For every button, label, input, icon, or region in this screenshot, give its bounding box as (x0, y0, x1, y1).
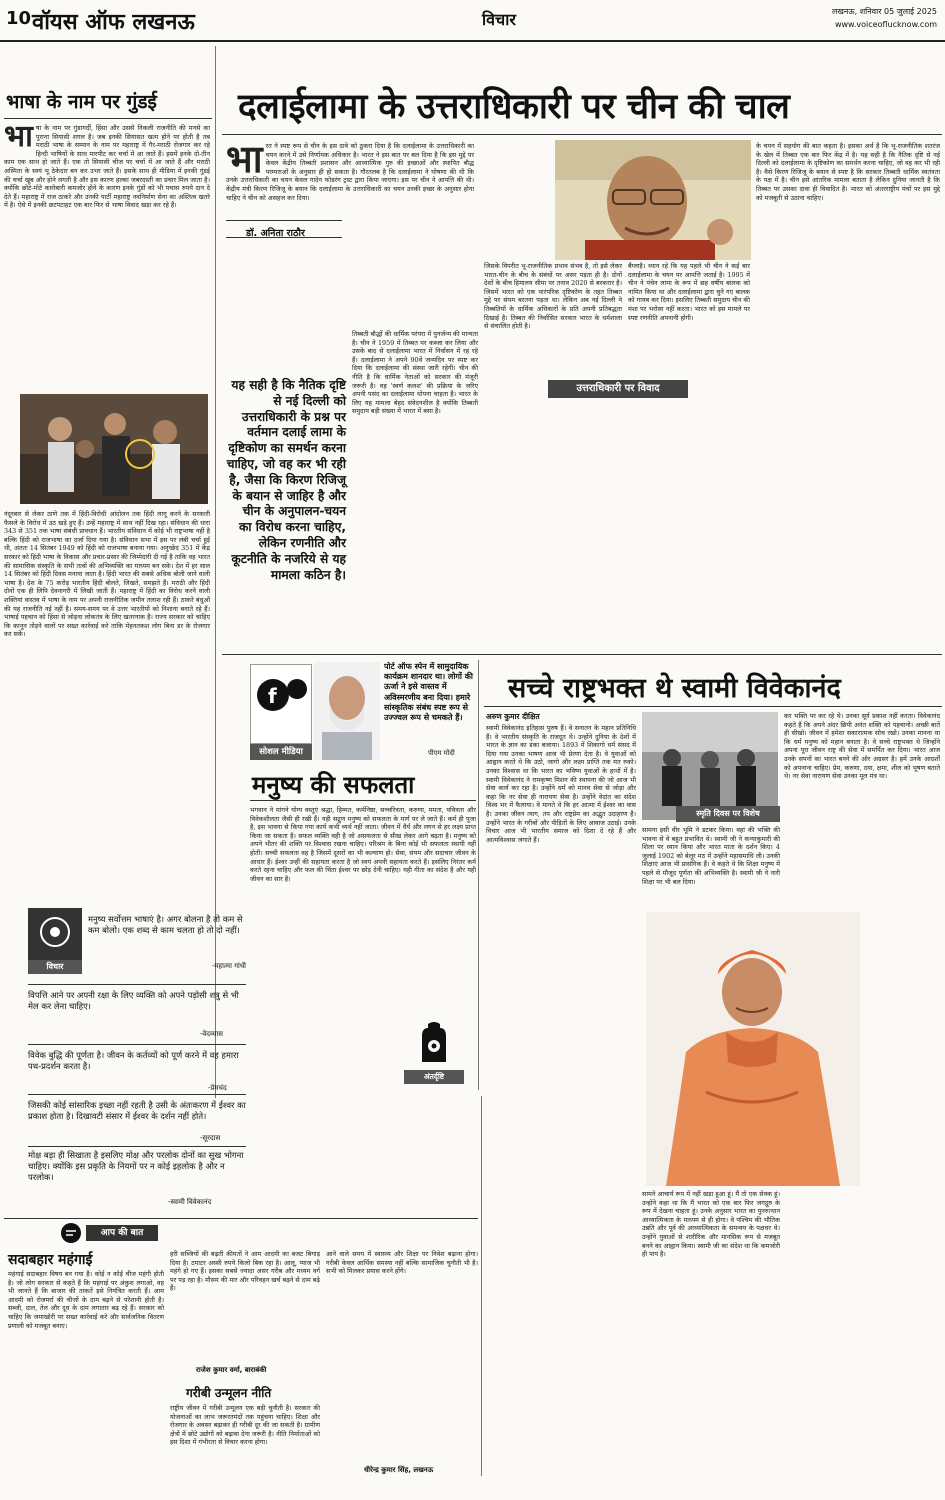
aap-signature-1: राजेश कुमार वर्मा, बाराबंकी (196, 1366, 267, 1374)
speech-bubble-icon (60, 1222, 82, 1244)
portrait-icon (314, 662, 380, 760)
crowd-scene-icon (20, 394, 208, 504)
aap-heading-1: सदाबहार महंगाई (8, 1252, 93, 1268)
hamsa-icon (404, 1018, 464, 1066)
aap-ki-baat-label: आप की बात (86, 1225, 158, 1241)
left-headline-rule (4, 118, 212, 119)
portrait-icon (555, 140, 751, 260)
editorial-subhead: उत्तराधिकारी पर विवाद (548, 380, 688, 398)
editorial-bottom-rule (222, 654, 942, 655)
social-attribution: पीएम मोदी (428, 749, 455, 757)
manushya-body: भगवान ने मांगने योग्य वस्तुएं श्रद्धा, हिम्मत, कर्मनिष्ठा, सच्चरित्रता, करुणा, ममता, पवित्रता और विवेकशीलता जैसी ही रखी हैं। यही सद्गुण मनुष्य को सफलता के मार्ग पर ले जाते हैं। कर्म ही पूजा है, इस भावना से किया गया कार्य कभी व्यर्थ नहीं जाता। जीवन में धैर्य और लगन से हर लक्ष्य प्राप्त किया जा सकता है। सफल व्यक्ति वही है जो असफलता से सीख लेकर आगे बढ़ता है। मनुष्य को अपने भीतर की शक्ति पर विश्वास रखना चाहिए। परिश्रम के बिना कोई भी सफलता स्थायी नहीं होती। सच्ची सफलता वह है जिसमें दूसरों का भी कल्याण हो। सेवा, संयम और सदाचार जीवन के आधार हैं। ईश्वर उन्हीं की सहायता करता है जो स्वयं अपनी सहायता करते हैं। इसलिए निरंतर कर्म करते रहना चाहिए और फल की चिंता ईश्वर पर छोड़ देनी चाहिए। यही गीता का संदेश है और यही जीवन का सार है। (250, 806, 476, 883)
head-profile-icon (28, 908, 82, 956)
main-body-b: तिब्बती बौद्धों की धार्मिक परंपरा में पुनर्जन्म की मान्यता है। चीन ने 1959 में तिब्बत पर कब्जा कर लिया और उसके बाद से दलाईलामा भारत में निर्वासन में रह रहे हैं। दलाईलामा ने अपने 90वें जन्मदिन पर स्पष्ट कर दिया कि दलाईलामा की संस्था जारी रहेगी। चीन की नीति है कि धार्मिक नेताओं को सरकार की मंजूरी जरूरी है। वह 'स्वर्ण कलश' की प्रक्रिया के जरिए अपनी पसंद का दलाईलामा थोपना चाहता है। भारत के लिए यह मामला बेहद संवेदनशील है क्योंकि तिब्बती समुदाय बड़ी संख्या में भारत में बसा है। (352, 330, 478, 416)
vivekananda-headline: सच्चे राष्ट्रभक्त थे स्वामी विवेकानंद (508, 673, 841, 704)
vichar-rule-2 (28, 1044, 246, 1045)
left-body-1-text: षा के नाम पर गुंडागर्दी, हिंसा और उससे निकली राजनीति की मनसे का पुराना सियासी शगल है। जब इनकी सियासत खत्म होने पर होती है तब मराठी भाषा के सम्मान के नाम पर महाराष्ट्र में गैर-मराठी रोजगार कर रहे हिन्दी भाषियों के साथ मारपीट कर चर्चा में आ जाते हैं। इसमें इनके दो-तीन काम एक साथ हो जाते हैं। एक तो सियासी चीज पर चर्चा में आ जाते हैं और मराठी अस्मिता के स्वयं भू ठेकेदार बन कर उभर जाते हैं। इसके साथ ही मीडिया में इनकी गुंडई की चर्चा खूब और होने लगती है और इस कारण हल्का जबरदस्ती का प्रचार मिल जाता है। क्योंकि छोटे-मोटे कारोबारी कमजोर होने के कारण इनके गुंडों को भी पचास रुपये दान दे देते हैं। महाराष्ट्र में राज ठाकरे और उनकी पार्टी महाराष्ट्र नवनिर्माण सेना का अस्तित्व खतरे में है। ऐसे में इनकी छटपटाहट एक बार फिर से भाषा विवाद खड़ा कर रहे हैं। (4, 124, 210, 210)
vichar-emblem (28, 908, 82, 970)
masthead (0, 0, 945, 44)
pull-quote: यह सही है कि नैतिक दृष्टि से नई दिल्ली को उत्तराधिकारी के प्रश्न पर वर्तमान दलाई लामा के दृष्टिकोण का समर्थन करना चाहिए, जो वह कर भी रही है, जैसा कि किरण रिजिजू के बयान से जाहिर है और चीन के अनुपालन-चयन का विरोध करना चाहिए, लेकिन रणनीति और कूटनीति के नजरिये से यह मामला कठिन है। (226, 378, 346, 582)
main-body-e: के चयन में सहयोग की बात कहता है। इसका अर्थ है कि भू-राजनीतिक शतरंज के खेल में तिब्बत एक बार फिर केंद्र में है। यह सही है कि नैतिक दृष्टि से नई दिल्ली को दलाईलामा के दृष्टिकोण का समर्थन करना चाहिए, जो वह कर भी रही है। वैसे किरण रिजिजू के बयान से स्पष्ट है कि सरकार तिब्बती धार्मिक स्वतंत्रता के पक्ष में है। चीन इसे आंतरिक मामला बताता है लेकिन दुनिया जानती है कि तिब्बत पर उसका दावा ही विवादित है। भारत को अंतरराष्ट्रीय मंचों पर इस मुद्दे को मजबूती से उठाना चाहिए। (756, 142, 940, 202)
vivekananda-body-c: सामने आचार्य रूप में नहीं खड़ा हुआ हूं। मैं तो एक सेवक हूं। उन्होंने कहा था कि मैं भारत को एक बार फिर जगद्गुरु के रूप में देखना चाहता हूं। उनके अनुसार भारत का पुनरुत्थान आध्यात्मिकता के माध्यम से ही होगा। वे पश्चिम की भौतिक उन्नति और पूर्व की आध्यात्मिकता के समन्वय के पक्षधर थे। उन्होंने युवाओं से शारीरिक और मानसिक रूप से मजबूत बनने का आह्वान किया। स्वामी जी का संदेश था कि कमजोरी ही पाप है। (642, 1190, 780, 1259)
social-box (250, 660, 476, 762)
vichar-by-1: -महात्मा गांधी (211, 962, 246, 970)
vichar-label: विचार (28, 960, 82, 974)
dalai-lama-photo (555, 140, 751, 260)
left-headline: भाषा के नाम पर गुंडई (6, 91, 157, 113)
facebook-icon (251, 665, 313, 725)
author-bar (226, 220, 342, 238)
vichar-quote-3: विवेक बुद्धि की पूर्णता है। जीवन के कर्तव्यों को पूर्ण करने में वह हमारा पथ-प्रदर्शन करता है। (28, 1050, 239, 1071)
aap-signature-2: धीरेन्द्र कुमार सिंह, लखनऊ (364, 1466, 434, 1474)
vivekananda-body-a: स्वामी विवेकानंद इतिहास पुरुष हैं। वे सनातन के महान प्रतिनिधि हैं। वे भारतीय संस्कृति के राजदूत थे। उन्होंने दुनिया के देशों में भारत के ज्ञान का डंका बजाया। 1893 में शिकागो धर्म संसद में दिया गया उनका भाषण आज भी प्रेरणा देता है। वे युवाओं को आह्वान करते थे कि उठो, जागो और लक्ष्य प्राप्ति तक मत रुको। उनका विश्वास था कि भारत का भविष्य युवाओं के हाथों में है। स्वामी विवेकानंद ने रामकृष्ण मिशन की स्थापना की जो आज भी सेवा कार्य कर रहा है। उन्होंने धर्म को मानव सेवा से जोड़ा और कहा कि नर सेवा ही नारायण सेवा है। उन्होंने वेदांत का संदेश विश्व भर में फैलाया। वे मानते थे कि हर आत्मा में ईश्वर का वास है। उनका जीवन त्याग, तप और राष्ट्रप्रेम का अद्भुत उदाहरण है। उन्होंने भारत के गरीबों और पीड़ितों के लिए आवाज उठाई। उनके विचार आज भी भारतीय समाज को दिशा दे रहे हैं और आत्मविश्वास जगाते हैं। (486, 724, 636, 844)
aap-body-2: हरी सब्जियों की बढ़ती कीमतों ने आम आदमी का बजट बिगाड़ दिया है। टमाटर अस्सी रुपये किलो बिक रहा है। आलू, प्याज भी महंगे हो गए हैं। इसका सबसे ज्यादा असर गरीब और मध्यम वर्ग पर पड़ रहा है। मौसम की मार और परिवहन खर्च बढ़ने से दाम बढ़े हैं। (170, 1250, 320, 1293)
vivekananda-body-d: कर भक्ति पर कर रहे थे। उनका सूर्य प्रकाश नहीं करता। विवेकानंद कहते हैं कि अपने अंदर छिपी अनंत शक्ति को पहचानो। अच्छी बातें ही सीखो। जीवन में हमेशा सकारात्मक सोच रखो। उनका मानना था कि धर्म मनुष्य को महान बनाता है। वे सच्चे राष्ट्रभक्त थे जिन्होंने अपना पूरा जीवन राष्ट्र की सेवा में समर्पित कर दिया। भारत आज उनके सपनों का भारत बनने की ओर अग्रसर है। हमें उनके आदर्शों को अपनाना चाहिए। प्रेम, करुणा, दया, क्षमा, शील को भूषण बताते थे। नर सेवा नारायण सेवा उनका मूल मंत्र था। (784, 712, 940, 781)
vichar-quote-1: मनुष्य सर्वोत्तम भाषाएं है। अगर बोलना है तो कम से कम बोलो। एक शब्द से काम चलता हो तो दो नहीं। (88, 914, 243, 935)
main-headline-rule (222, 134, 942, 135)
vichar-rule-4 (28, 1146, 246, 1147)
aap-body-4: आने वाले समय में स्वास्थ्य और शिक्षा पर निवेश बढ़ाना होगा। गरीबी केवल आर्थिक समस्या नहीं बल्कि सामाजिक चुनौती भी है। सभी को मिलकर प्रयास करने होंगे। (326, 1250, 478, 1276)
website-link[interactable]: www.voiceoflucknow.com (834, 20, 937, 29)
vichar-quote-2: विपत्ति आने पर अपनी रक्षा के लिए व्यक्ति को अपने पड़ोसी शत्रु से भी मेल कर लेना चाहिए। (28, 990, 239, 1011)
vichar-rule-3 (28, 1094, 246, 1095)
svg-text:f: f (268, 684, 277, 708)
left-article-photo (20, 394, 208, 504)
manushya-divider (478, 660, 479, 1090)
aap-ki-baat-top-rule (4, 1218, 478, 1219)
social-label: सोशल मीडिया (250, 744, 312, 760)
left-dropcap: भा (4, 124, 33, 154)
vichar-quote-5: मोक्ष बड़ा ही सिखाता है इसलिए मोक्ष और परलोक दोनों का सुख भोगना चाहिए। क्योंकि इस प्रकृति के नियमों पर न कोई इहलोक है और न परलोक। (28, 1150, 244, 1182)
antardrishti-emblem (404, 1018, 464, 1080)
vichar-by-4: -सूरदास (200, 1134, 221, 1142)
aap-body-1: महंगाई सदाबहार विषय बन गया है। कोई न कोई चीज महंगी होती है। जो लोग सरकार से कहते हैं कि महंगाई पर अंकुश लगाओ, वह भी जानते हैं कि बाजार की ताकतें इसे नियंत्रित करती हैं। आम आदमी को रोजमर्रा की चीजों के दाम बढ़ने से परेशानी होती है। सब्जी, दाल, तेल और दूध के दाम लगातार बढ़ रहे हैं। सरकार को चाहिए कि जमाखोरी पर सख्त कार्रवाई करे और सार्वजनिक वितरण प्रणाली को मजबूत बनाए। (8, 1270, 164, 1330)
vivekananda-body-b: सामना इसी वीर भूमि ने डटकर किया। वहां की भक्ति की भावना से वे बहुत प्रभावित थे। स्वामी जी ने कन्याकुमारी की शिला पर ध्यान किया और भारत माता के दर्शन किए। 4 जुलाई 1902 को बेलूर मठ में उन्होंने महासमाधि ली। उनकी शिक्षाएं आज भी प्रासंगिक हैं। वे कहते थे कि शिक्षा मनुष्य में पहले से मौजूद पूर्णता की अभिव्यक्ति है। स्वामी जी ने नारी शिक्षा पर भी बल दिया। (642, 826, 780, 886)
antardrishti-tag: अंतर्दृष्टि (404, 1070, 464, 1084)
vichar-quote-4: जिसकी कोई सांसारिक इच्छा नहीं रहती है उसी के अंतःकरण में ईश्वर का प्रकाश होता है। दिखावटी संसार में ईश्वर के दर्शन नहीं होते। (28, 1100, 246, 1121)
main-headline: दलाईलामा के उत्तराधिकारी पर चीन की चाल (238, 87, 790, 127)
manushya-rule (250, 800, 476, 801)
main-body-c: जिसके विपरीत भू-राजनीतिक प्रभाव संभव है, तो इसे लेकर भारत-चीन के बीच के संबंधों पर असर पड़ता ही है। दोनों देशों के बीच हिमालय सीमा पर तनाव 2020 से बरकरार है। जिसमें भारत को एक पारंपरिक दृष्टिकोण के तहत तिब्बत मुद्दे पर संयम बरतना पड़ता था। लेकिन अब नई दिल्ली ने तिब्बतियों के धार्मिक अधिकारों के प्रति अपनी प्रतिबद्धता दिखाई है। तिब्बत की निर्वासित सरकार भारत के धर्मशाला से संचालित होती है। (484, 262, 622, 331)
vivekananda-rule (484, 706, 942, 707)
date-line: लखनऊ, शनिवार 05 जुलाई 2025 (831, 7, 937, 16)
social-quote: पोर्ट ऑफ स्पेन में सामुदायिक कार्यक्रम शानदार था। लोगों की ऊर्जा ने इसे वास्तव में अविस्मरणीय बना दिया। हमारे सांस्कृतिक संबंध स्पष्ट रूप से उज्ज्वल रूप से चमकते हैं। (384, 662, 473, 723)
newspaper-title: वॉयस ऑफ लखनऊ (32, 10, 195, 35)
main-dropcap: भा (226, 142, 263, 181)
social-icons (250, 664, 312, 744)
vichar-by-5: -स्वामी विवेकानंद (168, 1198, 212, 1206)
aap-ki-baat-header (60, 1222, 180, 1244)
masthead-rule (0, 40, 945, 42)
modi-photo (314, 662, 380, 760)
vivekananda-archive-photo (642, 712, 778, 820)
archive-group-icon (642, 712, 778, 820)
aap-body-3: राष्ट्रीय जीवन में गरीबी उन्मूलन एक बड़ी चुनौती है। सरकार की योजनाओं का लाभ जरूरतमंदों तक पहुंचना चाहिए। शिक्षा और रोजगार के अवसर बढ़ाकर ही गरीबी दूर की जा सकती है। ग्रामीण क्षेत्रों में छोटे उद्योगों को बढ़ावा देना जरूरी है। नीति निर्माताओं को इस दिशा में गंभीरता से विचार करना होगा। (170, 1404, 320, 1447)
section-label: विचार (482, 10, 516, 29)
left-body-1 (4, 124, 210, 394)
main-author: डॉ. अनिता राठौर (246, 228, 305, 239)
main-body-a-text: रत ने स्पष्ट रूप से चीन के इस दावे को ठुकरा दिया है कि दलाईलामा के उत्तराधिकारी का चयन करने में उसे निर्णायक अधिकार है। भारत ने इस बात पर बल दिया है कि इस मुद्दे पर केवल केंद्रीय तिब्बती प्रशासन और आध्यात्मिक गुरु की इच्छाओं और स्थापित बौद्ध परम्पराओं के अनुसार ही हो सकता है। गौरतलब है कि दलाईलामा ने घोषणा की थी कि उनके उत्तराधिकारी का चयन केवल गादेन फोडरंग ट्रस्ट द्वारा किया जाएगा। इस पर चीन ने आपत्ति की थी। केंद्रीय मंत्री किरण रिजिजू के बयान कि दलाईलामा के उत्तराधिकारी का चयन उनकी इच्छा के अनुसार होना चाहिए ने चीन को असहज कर दिया। (226, 142, 474, 202)
vivekananda-tag: स्मृति दिवस पर विशेष (676, 806, 780, 822)
manushya-headline: मनुष्य की सफलता (252, 771, 415, 799)
vivekananda-author: अरुण कुमार दीक्षित (486, 712, 540, 721)
vichar-by-3: -प्रेमचंद (208, 1084, 227, 1092)
vichar-rule-1 (28, 984, 246, 985)
vichar-by-2: -वेदव्यास (200, 1030, 223, 1038)
left-body-2: नंदूरबार से लेकर ठाणे तक में हिंदी-विरोधी आंदोलन तक हिंदी लागू करने के सरकारी फैसले के विरोध में उठ खड़े हुए हैं। उन्हें महाराष्ट्र में साथ नहीं दिख रहा। संविधान की धारा 343 से 351 तक भाषा संबंधी प्रावधान हैं। भारतीय संविधान में कोई भी राष्ट्रभाषा नहीं है बल्कि हिंदी को राजभाषा का दर्जा दिया गया है। संविधान सभा में इस पर लंबी चर्चा हुई थी, अंततः 14 सितंबर 1949 को हिंदी को राजभाषा बनाया गया। अनुच्छेद 351 में केंद्र सरकार को हिंदी भाषा के विकास और प्रचार-प्रसार की जिम्मेदारी दी गई है ताकि वह भारत की सामासिक संस्कृति के सभी तत्वों की अभिव्यक्ति का माध्यम बन सके। देश में हर साल 14 सितंबर को हिंदी दिवस मनाया जाता है। हिंदी भारत की सबसे अधिक बोली जाने वाली भाषा है। देश के 75 करोड़ भारतीय हिंदी बोलते, लिखते, समझते हैं। मराठी और हिंदी दोनों एक ही लिपि देवनागरी में लिखी जाती हैं। महाराष्ट्र में हिंदी का विरोध करने वाली शक्तियां वास्तव में भाषा के नाम पर अपनी राजनीतिक जमीन तलाश रही हैं। ठाकरे बंधुओं की यह राजनीति नई नहीं है। समय-समय पर वे उत्तर भारतीयों को निशाना बनाते रहे हैं। भाषाई पहचान को हिंसा से जोड़ना लोकतंत्र के लिए खतरनाक है। राज्य सरकार को चाहिए कि कानून तोड़ने वालों पर सख्त कार्रवाई करे ताकि मेहनतकश लोग बिना डर के रोजगार कर सकें। (4, 510, 210, 639)
bottom-divider (481, 1096, 482, 1476)
aap-heading-2: गरीबी उन्मूलन नीति (186, 1386, 272, 1400)
page-number: 10 (6, 8, 32, 29)
main-body-d: बैंग्लाहै। ध्यान रहे कि यह पहले भी चीन ने कई बार दलाईलामा के चयन पर आपत्ति जताई है। 1995 में चीन ने पंचेन लामा के रूप में छह वर्षीय बालक को नामित किया था और दलाईलामा द्वारा चुने गए बालक को गायब कर दिया। इसलिए तिब्बती समुदाय चीन की मंशा पर भरोसा नहीं करता। भारत को इस मामले पर स्पष्ट रणनीति अपनानी होगी। (628, 262, 750, 322)
